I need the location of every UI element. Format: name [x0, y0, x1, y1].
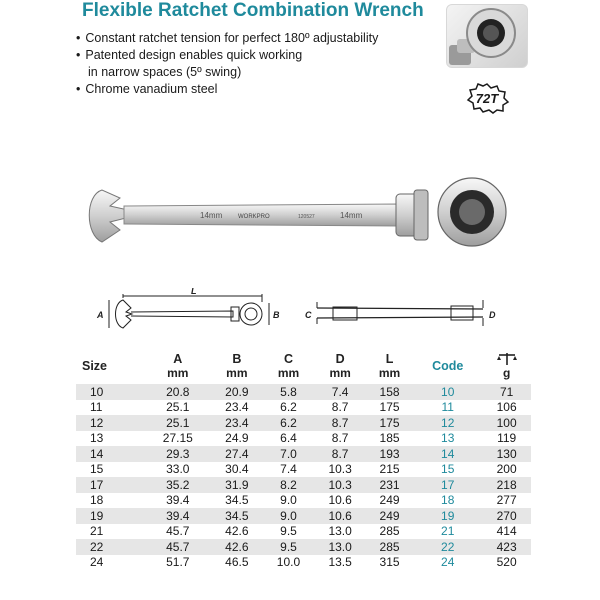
scale-icon [496, 352, 518, 366]
cell-b: 30.4 [225, 462, 249, 477]
dimension-label-b: B [273, 310, 280, 320]
cell-weight: 100 [482, 415, 531, 431]
feature-list [76, 30, 378, 98]
wrench-photo [80, 160, 530, 270]
cell-d: 10.3 [328, 462, 352, 477]
cell-d: 13.5 [328, 555, 352, 570]
cell-d: 10.6 [314, 508, 366, 524]
cell-code: 13 [441, 431, 455, 446]
cell-code: 19 [413, 508, 482, 524]
cell-size: 12 [76, 415, 145, 431]
col-header-label: C [283, 352, 293, 366]
cell-a: 33.0 [166, 462, 190, 477]
cell-b: 24.9 [225, 431, 249, 446]
cell-b: 23.4 [225, 400, 249, 415]
cell-size: 11 [90, 400, 103, 415]
cell-weight: 218 [482, 477, 531, 493]
feature-item: • Patented design enables quick working [76, 47, 378, 64]
cell-weight: 200 [496, 462, 517, 477]
cell-b: 46.5 [225, 555, 249, 570]
cell-size: 13 [90, 431, 104, 446]
cell-b: 34.5 [225, 493, 249, 508]
col-header-label: B [232, 352, 242, 366]
cell-weight: 106 [496, 400, 517, 415]
cell-c: 8.2 [263, 477, 315, 493]
cell-size: 10 [76, 384, 145, 400]
cell-d: 8.7 [331, 431, 349, 446]
cell-size: 21 [90, 524, 104, 539]
dimension-label-a: A [97, 310, 104, 320]
table-row [76, 555, 531, 571]
teeth-count: 72T [475, 90, 499, 106]
wrench-code-marking: 120527 [298, 214, 315, 220]
table-row [76, 462, 531, 478]
cell-b: 27.4 [211, 446, 263, 462]
cell-l: 185 [379, 431, 400, 446]
cell-c: 9.0 [263, 508, 315, 524]
wrench-size-marking: 14mm [340, 211, 363, 220]
cell-a: 45.7 [145, 539, 211, 555]
cell-weight: 414 [496, 524, 517, 539]
cell-c: 5.8 [263, 384, 315, 400]
col-header-b [211, 348, 263, 384]
table-row [76, 493, 531, 509]
cell-weight: 130 [482, 446, 531, 462]
cell-code: 17 [413, 477, 482, 493]
col-header-label: L [385, 352, 394, 366]
dimension-diagram [95, 288, 515, 340]
table-row [76, 446, 531, 462]
dimension-label-d: D [489, 310, 496, 320]
table-row [76, 539, 531, 555]
cell-l: 285 [366, 539, 413, 555]
col-header-size: Size [82, 359, 108, 373]
cell-size: 15 [90, 462, 104, 477]
col-header-c [263, 348, 315, 384]
col-header-unit: g [502, 366, 511, 380]
cell-a: 39.4 [145, 508, 211, 524]
cell-c: 9.0 [280, 493, 297, 508]
table-row [76, 524, 531, 540]
col-header-unit: mm [378, 366, 401, 380]
table-row [76, 477, 531, 493]
cell-d: 8.7 [331, 400, 349, 415]
col-header-d [314, 348, 366, 384]
cell-weight: 520 [496, 555, 517, 570]
cell-code: 22 [413, 539, 482, 555]
cell-a: 27.15 [162, 431, 193, 446]
cell-size: 22 [76, 539, 145, 555]
cell-code: 14 [413, 446, 482, 462]
cell-d: 10.6 [328, 493, 352, 508]
cell-d: 13.0 [328, 524, 352, 539]
col-header-label: D [335, 352, 345, 366]
spec-table [76, 348, 531, 570]
cell-c: 6.4 [280, 431, 297, 446]
cell-weight: 119 [497, 431, 517, 446]
cell-b: 23.4 [211, 415, 263, 431]
cell-a: 20.8 [145, 384, 211, 400]
ratchet-head-icon [447, 5, 527, 67]
cell-a: 29.3 [145, 446, 211, 462]
cell-c: 7.4 [280, 462, 297, 477]
col-header-weight [482, 348, 531, 384]
cell-l: 285 [379, 524, 400, 539]
col-header-unit: mm [167, 366, 189, 380]
table-header-row [76, 348, 531, 384]
cell-a: 51.7 [166, 555, 190, 570]
page-title: Flexible Ratchet Combination Wrench [82, 0, 424, 21]
feature-item-continuation: in narrow spaces (5º swing) [88, 65, 242, 79]
cell-size: 19 [76, 508, 145, 524]
cell-weight: 71 [482, 384, 531, 400]
cell-size: 14 [76, 446, 145, 462]
cell-c: 6.2 [263, 415, 315, 431]
cell-b: 20.9 [211, 384, 263, 400]
cell-l: 231 [366, 477, 413, 493]
cell-code: 15 [441, 462, 455, 477]
cell-l: 158 [366, 384, 413, 400]
cell-size: 18 [90, 493, 104, 508]
table-row [76, 508, 531, 524]
cell-code: 24 [441, 555, 455, 570]
cell-c: 10.0 [276, 555, 301, 570]
cell-a: 39.4 [166, 493, 190, 508]
table-row [76, 400, 531, 416]
wrench-brand-marking: WORKPRO [238, 214, 270, 220]
cell-size: 17 [76, 477, 145, 493]
cell-l: 193 [366, 446, 413, 462]
cell-d: 8.7 [314, 446, 366, 462]
cell-d: 8.7 [314, 415, 366, 431]
cell-code: 21 [441, 524, 455, 539]
cell-code: 18 [441, 493, 455, 508]
cell-weight: 423 [482, 539, 531, 555]
cell-weight: 277 [496, 493, 517, 508]
cell-b: 31.9 [211, 477, 263, 493]
table-row [76, 384, 531, 400]
col-header-l [366, 348, 413, 384]
wrench-size-marking: 14mm [200, 211, 223, 220]
col-header-unit: mm [277, 366, 300, 380]
col-header-unit: mm [329, 366, 351, 380]
col-header-a [145, 348, 211, 384]
cell-d: 13.0 [314, 539, 366, 555]
cell-l: 215 [379, 462, 400, 477]
cell-c: 9.5 [280, 524, 297, 539]
cell-c: 6.2 [280, 400, 297, 415]
cell-b: 42.6 [211, 539, 263, 555]
dimension-drawing [95, 288, 515, 340]
teeth-badge [464, 82, 510, 114]
dimension-label-c: C [305, 310, 312, 320]
cell-l: 175 [366, 415, 413, 431]
cell-a: 25.1 [145, 415, 211, 431]
feature-item: • Constant ratchet tension for perfect 180º adjustability [76, 30, 378, 47]
cell-l: 249 [379, 493, 400, 508]
cell-l: 175 [379, 400, 400, 415]
cell-code: 11 [441, 400, 454, 415]
table-row [76, 431, 531, 447]
cell-c: 7.0 [263, 446, 315, 462]
cell-a: 25.1 [166, 400, 190, 415]
cell-d: 10.3 [314, 477, 366, 493]
cell-d: 7.4 [314, 384, 366, 400]
ratchet-head-thumbnail [446, 4, 528, 68]
col-header-code: Code [432, 359, 464, 373]
cell-l: 315 [379, 555, 400, 570]
col-header-label: A [173, 352, 183, 366]
feature-item: • Chrome vanadium steel [76, 81, 378, 98]
cell-a: 45.7 [166, 524, 190, 539]
cell-b: 34.5 [211, 508, 263, 524]
flexible-wrench-illustration [80, 160, 530, 270]
cell-c: 9.5 [263, 539, 315, 555]
cell-size: 24 [90, 555, 104, 570]
col-header-unit: mm [226, 366, 248, 380]
cell-a: 35.2 [145, 477, 211, 493]
cell-weight: 270 [482, 508, 531, 524]
dimension-label-l: L [191, 288, 197, 296]
table-row [76, 415, 531, 431]
cell-code: 10 [413, 384, 482, 400]
cell-code: 12 [413, 415, 482, 431]
cell-b: 42.6 [225, 524, 249, 539]
cell-l: 249 [366, 508, 413, 524]
